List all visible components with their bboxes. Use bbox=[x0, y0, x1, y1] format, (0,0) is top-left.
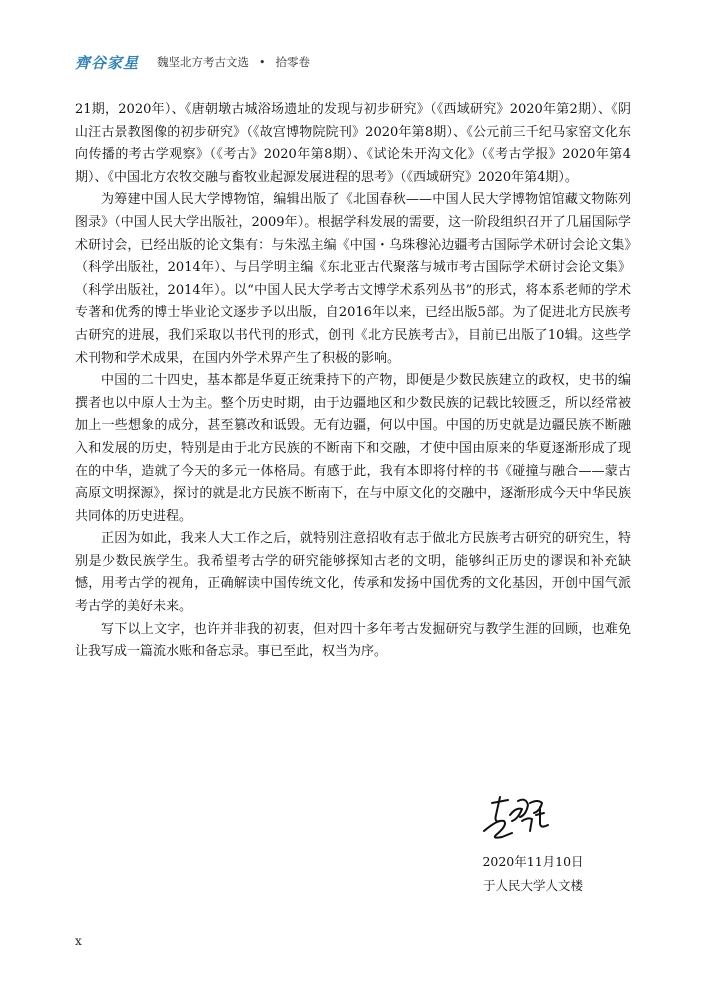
paragraph-continued: 21期，2020年）、《唐朝墩古城浴场遗址的发现与初步研究》（《西域研究》2020年第2期）、《阴山汪古景教图像的初步研究》（《故宫博物院院刊》2020年第8期）、《公元前三千纪马家窑文化东向传播的考古学观察》（《考古》2020年第8期）、《试论朱开沟文化》（《考古学报》2020年第4期）、《中国北方农牧交融与畜牧业起源发展进程的思考》（《西域研究》2020年第4期）。 bbox=[75, 102, 631, 185]
body-text bbox=[75, 99, 631, 664]
running-header bbox=[75, 50, 310, 74]
page-number: x bbox=[75, 934, 82, 948]
book-title: 魏坚北方考古文选 bbox=[157, 55, 250, 69]
handwritten-signature bbox=[478, 791, 558, 843]
paragraph: 写下以上文字，也许并非我的初衷，但对四十多年考古发掘研究与教学生涯的回顾，也难免让我写成一篇流水账和备忘录。事已至此，权当为序。 bbox=[75, 621, 631, 660]
signature-place: 于人民大学人文楼 bbox=[482, 878, 583, 893]
header-separator: • bbox=[259, 55, 266, 69]
paragraph: 中国的二十四史，基本都是华夏正统秉持下的产物，即便是少数民族建立的政权，史书的编撰者也以中原人士为主。整个历史时期，由于边疆地区和少数民族的记载比较匮乏，所以经常被加上一些想象的成分，甚至篡改和诋毁。无有边疆，何以中国。中国的历史就是边疆民族不断融入和发展的历史，特别是由于北方民族的不断南下和交融，才使中国由原来的华夏逐渐形成了现在的中华，造就了今天的多元一体格局。有感于此，我有本即将付梓的书《碰撞与融合——蒙古高原文明探源》，探讨的就是北方民族不断南下，在与中原文化的交融中，逐渐形成今天中华民族共同体的历史进程。 bbox=[75, 373, 631, 524]
signature-date: 2020年11月10日 bbox=[482, 854, 584, 869]
paragraph: 正因为如此，我来人大工作之后，就特别注意招收有志于做北方民族考古研究的研究生，特别是少数民族学生。我希望考古学的研究能够探知古老的文明，能够纠正历史的谬误和补充缺憾，用考古学的视角，正确解读中国传统文化，传承和发扬中国优秀的文化基因，开创中国气派考古学的美好未来。 bbox=[75, 531, 631, 615]
volume-title: 拾零卷 bbox=[275, 55, 311, 69]
paragraph: 为筹建中国人民大学博物馆，编辑出版了《北国春秋——中国人民大学博物馆馆藏文物陈列图录》（中国人民大学出版社，2009年）。根据学科发展的需要，这一阶段组织召开了几届国际学术研讨会，已经出版的论文集有：与朱泓主编《中国・乌珠穆沁边疆考古国际学术研讨会论文集》（科学出版社，2014年）、与吕学明主编《东北亚古代聚落与城市考古国际学术研讨会论文集》（科学出版社，2014年）。以“中国人民大学考古文博学术系列丛书”的形式，将本系老师的学术专著和优秀的博士毕业论文逐步予以出版，自2016年以来，已经出版5部。为了促进北方民族考古研究的进展，我们采取以书代刊的形式，创刊《北方民族考古》，目前已出版了10辑。这些学术刊物和学术成果，在国内外学术界产生了积极的影响。 bbox=[75, 192, 631, 366]
publisher-logo: 齊谷家星 bbox=[75, 53, 140, 72]
